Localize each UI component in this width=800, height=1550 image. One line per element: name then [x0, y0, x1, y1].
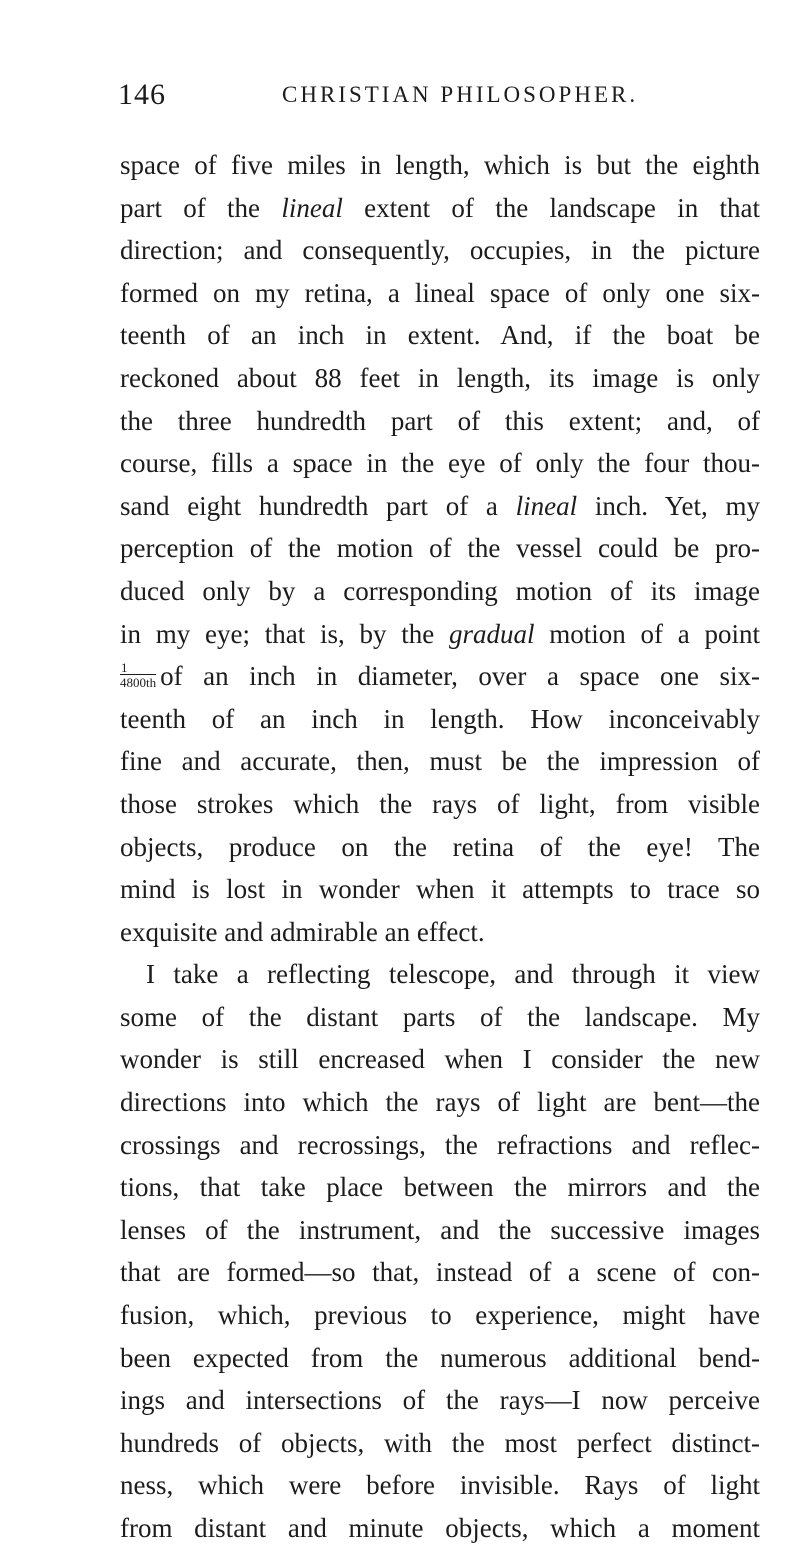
- text-line: duced only by a corresponding motion of its image: [120, 575, 760, 606]
- text-line: fine and accurate, then, must be the impression of: [120, 746, 760, 777]
- text-line: [120, 485, 760, 528]
- text-line: wonder is still encreased when I consider the new: [120, 1044, 760, 1075]
- text-line: perception of the motion of the vessel could be pro-: [120, 533, 760, 564]
- fraction: [120, 661, 156, 689]
- text-span: motion of a point: [534, 618, 760, 649]
- text-line: ings and intersections of the rays—I now perceive: [120, 1385, 760, 1416]
- body-text: [120, 144, 760, 1550]
- text-span: extent of the landscape in that: [342, 192, 760, 223]
- text-line: direction; and consequently, occupies, in the picture: [120, 235, 760, 266]
- text-line: some of the distant parts of the landscape. My: [120, 1001, 760, 1032]
- text-line: I take a reflecting telescope, and through it view: [146, 959, 760, 990]
- text-line: teenth of an inch in length. How inconceivably: [120, 703, 760, 734]
- text-line: reckoned about 88 feet in length, its image is only: [120, 362, 760, 393]
- fraction-numerator: 1: [120, 661, 156, 675]
- text-line: ness, which were before invisible. Rays of light: [120, 1470, 760, 1501]
- running-title: CHRISTIAN PHILOSOPHER.: [282, 82, 639, 107]
- text-span: part of the: [120, 192, 282, 223]
- text-line: from distant and minute objects, which a moment: [120, 1513, 760, 1543]
- text-line: been expected from the numerous additional bend-: [120, 1342, 760, 1373]
- italic-word: lineal: [281, 192, 343, 223]
- text-line: objects, produce on the retina of the eye! The: [120, 831, 760, 862]
- text-span: inch. Yet, my: [577, 490, 760, 521]
- text-line: formed on my retina, a lineal space of only one six-: [120, 277, 760, 308]
- text-line: lenses of the instrument, and the successive images: [120, 1214, 760, 1245]
- text-line: the three hundredth part of this extent; and, of: [120, 405, 760, 436]
- text-line: teenth of an inch in extent. And, if the boat be: [120, 320, 760, 351]
- text-line: that are formed—so that, instead of a scene of con-: [120, 1257, 760, 1288]
- text-line: [120, 613, 760, 656]
- text-line: crossings and recrossings, the refractions and reflec-: [120, 1129, 760, 1160]
- text-line: directions into which the rays of light are bent—the: [120, 1087, 760, 1118]
- text-span: of an inch in diameter, over a space one six-: [160, 661, 760, 692]
- text-line: course, fills a space in the eye of only the four thou-: [120, 448, 760, 479]
- text-line: exquisite and admirable an effect.: [120, 916, 485, 947]
- text-line: hundreds of objects, with the most perfect distinct-: [120, 1427, 760, 1458]
- italic-word: gradual: [448, 618, 535, 649]
- running-head: [118, 78, 758, 118]
- fraction-denominator: 4800th: [120, 674, 157, 690]
- text-line: space of five miles in length, which is but the eighth: [120, 150, 760, 180]
- italic-word: lineal: [515, 490, 578, 521]
- text-span: sand eight hundredth part of a: [120, 490, 516, 521]
- page-number: 146: [118, 78, 166, 111]
- text-line: fusion, which, previous to experience, might have: [120, 1300, 760, 1331]
- text-line: those strokes which the rays of light, from visible: [120, 788, 760, 819]
- text-line: [120, 187, 760, 230]
- text-span: in my eye; that is, by the: [120, 618, 449, 649]
- text-line: mind is lost in wonder when it attempts to trace so: [120, 874, 760, 905]
- text-line: tions, that take place between the mirrors and the: [120, 1172, 760, 1203]
- text-line: [120, 655, 760, 698]
